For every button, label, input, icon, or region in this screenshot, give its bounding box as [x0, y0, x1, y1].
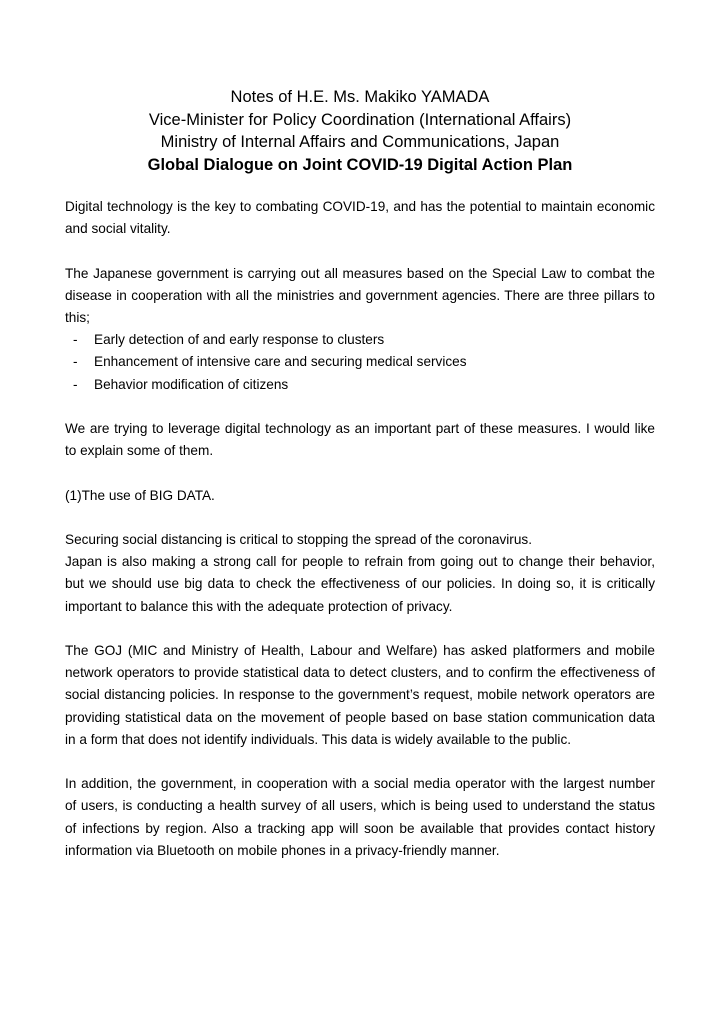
document-body — [65, 196, 655, 862]
document-page — [65, 86, 655, 884]
list-item — [65, 329, 655, 351]
bullet-dash: - — [73, 354, 78, 370]
paragraph-goj: The GOJ (MIC and Ministry of Health, Labour and Welfare) has asked platformers and mobile network operators to provide statistical data to detect clusters, and to confirm the effectiveness of social distancing policies. In response to the government’s request, mobile network operators are providing statistical data on the movement of people based on base station communication data in a form that does not identify individuals. This data is widely available to the public. — [65, 642, 655, 747]
paragraph-intro: Digital technology is the key to combating COVID-19, and has the potential to maintain economic and social vitality. — [65, 199, 655, 237]
bullet-dash: - — [73, 376, 78, 392]
section-heading-big-data: (1)The use of BIG DATA. — [65, 487, 215, 503]
speaker-ministry: Ministry of Internal Affairs and Communications, Japan — [160, 133, 560, 151]
list-item-text: Early detection of and early response to clusters — [94, 332, 385, 348]
paragraph-health-survey: In addition, the government, in cooperation with a social media operator with the largest number of users, is conducting a health survey of all users, which is being used to understand the status of infections by region. Also a tracking app will soon be available that provides contact history information via Bluetooth on mobile phones in a privacy-friendly manner. — [65, 776, 655, 858]
list-item — [65, 351, 655, 373]
paragraph-privacy: Japan is also making a strong call for people to refrain from going out to change their behavior, but we should use big data to check the effectiveness of our policies. In doing so, it is critically important to balance this with the adequate protection of privacy. — [65, 554, 655, 614]
list-item — [65, 374, 655, 396]
event-title: Global Dialogue on Joint COVID-19 Digital Action Plan — [147, 155, 573, 174]
list-item-text: Enhancement of intensive care and securing medical services — [94, 354, 467, 370]
document-header — [65, 86, 655, 176]
bullet-dash: - — [73, 332, 78, 348]
paragraph-social-distancing: Securing social distancing is critical to stopping the spread of the coronavirus. — [65, 531, 532, 547]
paragraph-measures: The Japanese government is carrying out all measures based on the Special Law to combat the disease in cooperation with all the ministries and government agencies. There are three pillars to this; — [65, 265, 655, 325]
list-item-text: Behavior modification of citizens — [94, 376, 289, 392]
speaker-title: Vice-Minister for Policy Coordination (International Affairs) — [148, 110, 572, 129]
paragraph-leverage: We are trying to leverage digital technology as an important part of these measures. I would like to explain some of them. — [65, 421, 655, 459]
pillars-list — [65, 329, 655, 396]
speaker-name: Notes of H.E. Ms. Makiko YAMADA — [230, 88, 490, 106]
